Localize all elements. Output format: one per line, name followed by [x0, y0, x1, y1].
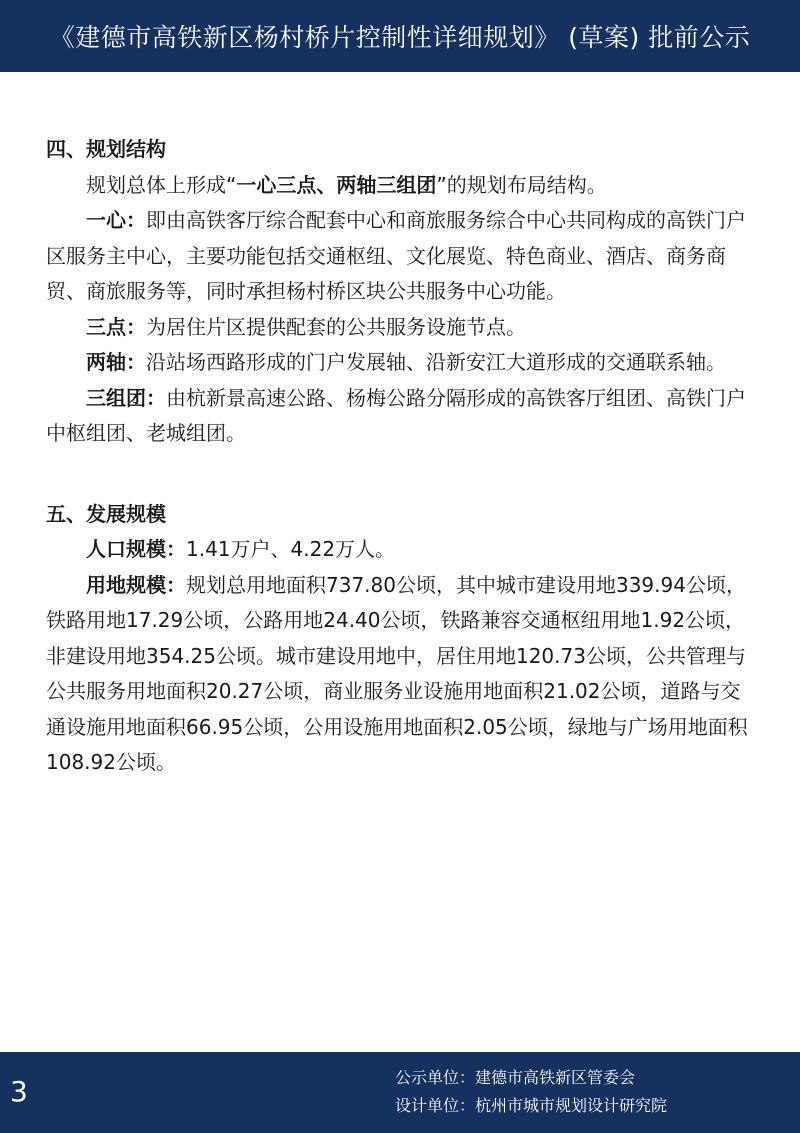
page-number: 3: [10, 1075, 28, 1108]
text-two-axes: 沿站场西路形成的门户发展轴、沿新安江大道形成的交通联系轴。: [146, 350, 726, 374]
text-population: 1.41万户、4.22万人。: [186, 537, 396, 561]
intro-text-post: ”的规划布局结构。: [436, 172, 607, 197]
intro-text-pre: 规划总体上形成“: [86, 172, 237, 197]
designer-line: 设计单位：杭州市城市规划设计研究院: [395, 1096, 668, 1115]
paragraph-two-axes: [46, 345, 758, 381]
lead-two-axes: 两轴：: [86, 350, 146, 374]
text-one-center: 即由高铁客厅综合配套中心和商旅服务综合中心共同构成的高铁门户区服务主中心，主要功能包括交通枢纽、文化展览、特色商业、酒店、商务商贸、商旅服务等，同时承担杨村桥区块公共服务中心功能。: [46, 208, 746, 303]
text-land-use: 规划总用地面积737.80公顷，其中城市建设用地339.94公顷，铁路用地17.29公顷，公路用地24.40公顷，铁路兼容交通枢纽用地1.92公顷，非建设用地354.25公顷。城市建设用地中，居住用地120.73公顷，公共管理与公共服务用地面积20.27公顷，商业服务业设施用地面积21.02公顷，道路与交通设施用地面积66.95公顷，公用设施用地面积2.05公顷，绿地与广场用地面积108.92公顷。: [46, 572, 748, 774]
lead-three-points: 三点：: [86, 314, 146, 339]
footer-banner: [0, 1052, 800, 1133]
lead-three-clusters: 三组团：: [86, 385, 166, 410]
header-banner: [0, 0, 800, 72]
document-body: [46, 132, 758, 781]
publisher-line: 公示单位：建德市高铁新区管委会: [395, 1068, 636, 1087]
paragraph-three-points: [46, 310, 758, 346]
section-spacer: [46, 452, 758, 497]
lead-land-use: 用地规模：: [86, 572, 186, 597]
paragraph-one-center: [46, 203, 758, 310]
intro-text-bold: 一心三点、两轴三组团: [236, 172, 437, 197]
paragraph-population: [46, 532, 758, 568]
section-heading-structure: 四、规划结构: [46, 137, 166, 161]
document-title: 《建德市高铁新区杨村桥片控制性详细规划》 (草案) 批前公示: [49, 23, 751, 52]
text-three-points: 为居住片区提供配套的公共服务设施节点。: [146, 314, 526, 339]
paragraph-land-use: [46, 568, 758, 781]
structure-intro: [46, 168, 758, 204]
section-heading-scale: 五、发展规模: [46, 501, 166, 526]
text-three-clusters: 由杭新景高速公路、杨梅公路分隔形成的高铁客厅组团、高铁门户中枢组团、老城组团。: [46, 385, 746, 445]
paragraph-three-clusters: [46, 381, 758, 452]
lead-one-center: 一心：: [86, 208, 146, 232]
footer-credits: [395, 1064, 667, 1120]
lead-population: 人口规模：: [86, 537, 186, 561]
